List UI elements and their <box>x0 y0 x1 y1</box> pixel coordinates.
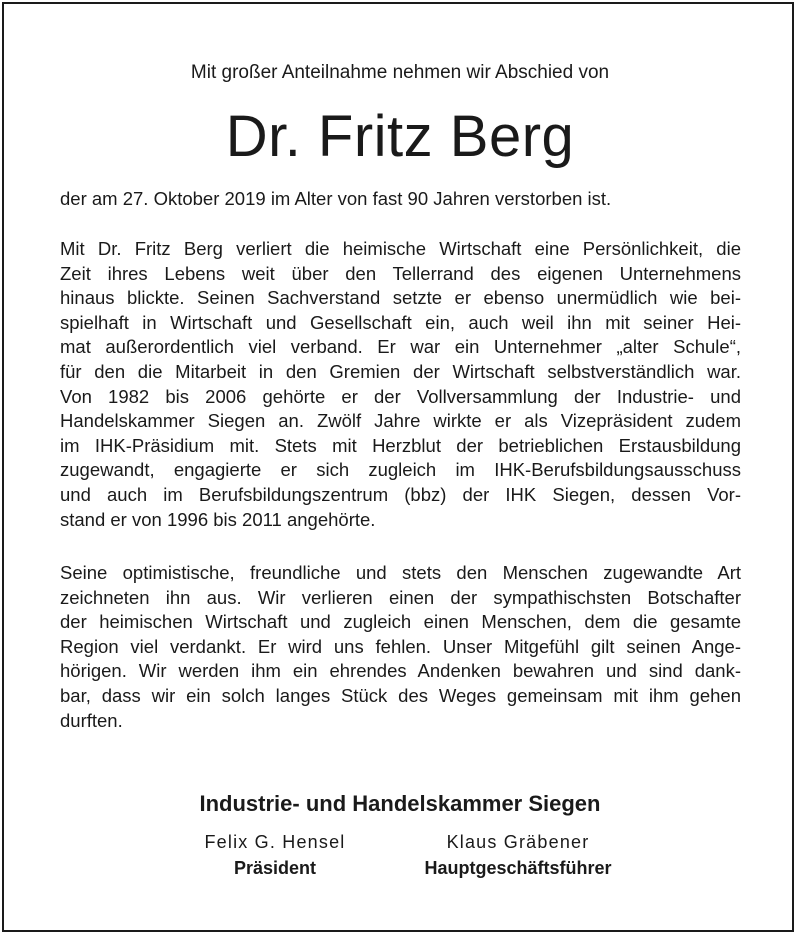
text-line: Mit Dr. Fritz Berg verliert die heimische Wirtschaft eine Persönlichkeit, die <box>60 238 741 259</box>
text-line: durften. <box>60 709 123 731</box>
deceased-name: Dr. Fritz Berg <box>225 104 575 169</box>
text-line: Region viel verdankt. Er wird uns fehlen. Unser Mitgefühl gilt seinen Ange- <box>60 635 741 657</box>
text-line: hinaus blickte. Seinen Sachverstand setzte er ebenso unermüdlich wie bei- <box>60 287 741 309</box>
signatory-role: Präsident <box>233 858 317 878</box>
text-line: Seine optimistische, freundliche und stets den Menschen zugewandte Art <box>60 562 741 583</box>
signatory-name: Klaus Gräbener <box>446 832 590 852</box>
signatory-president <box>180 829 370 881</box>
text-line: im IHK-Präsidium mit. Stets mit Herzblut der betrieblichen Erstausbildung <box>60 434 741 456</box>
signatory-name: Felix G. Hensel <box>204 832 346 852</box>
text-line: spielhaft in Wirtschaft und Gesellschaft ein, auch weil ihn mit seiner Hei- <box>60 311 741 333</box>
tribute-paragraph-2 <box>60 561 741 733</box>
text-line: stand er von 1996 bis 2011 angehörte. <box>60 508 376 530</box>
death-date-line: der am 27. Oktober 2019 im Alter von fast 90 Jahren verstorben ist. <box>60 188 612 209</box>
signatory-role: Hauptgeschäftsführer <box>424 858 612 878</box>
text-line: hörigen. Wir werden ihm ein ehrendes Andenken bewahren und sind dank- <box>60 660 741 682</box>
signatory-managing-director <box>400 829 636 881</box>
text-line: mat außerordentlich viel verband. Er war ein Unternehmer „alter Schule“, <box>60 336 741 358</box>
text-line: und auch im Berufsbildungszentrum (bbz) der IHK Siegen, dessen Vor- <box>60 483 741 505</box>
text-line: der heimischen Wirtschaft und zugleich einen Menschen, dem die gesamte <box>60 611 741 633</box>
text-line: für den die Mitarbeit in den Gremien der Wirtschaft selbstverständlich war. <box>60 360 741 382</box>
text-line: zugewandt, engagierte er sich zugleich im IHK-Berufsbildungsausschuss <box>60 459 741 481</box>
text-line: Zeit ihres Lebens weit über den Tellerrand des eigenen Unternehmens <box>60 262 741 284</box>
intro-line: Mit großer Anteilnahme nehmen wir Abschied von <box>190 62 610 83</box>
text-line: Von 1982 bis 2006 gehörte er der Vollversammlung der Industrie- und <box>60 385 741 407</box>
text-line: bar, dass wir ein solch langes Stück des Weges gemeinsam mit ihm gehen <box>60 684 741 706</box>
organization-name: Industrie- und Handelskammer Siegen <box>199 791 601 816</box>
text-line: zeichneten ihn aus. Wir verlieren einen der sympathischsten Botschafter <box>60 586 741 608</box>
tribute-paragraph-1 <box>60 237 741 532</box>
text-line: Handelskammer Siegen an. Zwölf Jahre wirkte er als Vizepräsident zudem <box>60 410 741 432</box>
